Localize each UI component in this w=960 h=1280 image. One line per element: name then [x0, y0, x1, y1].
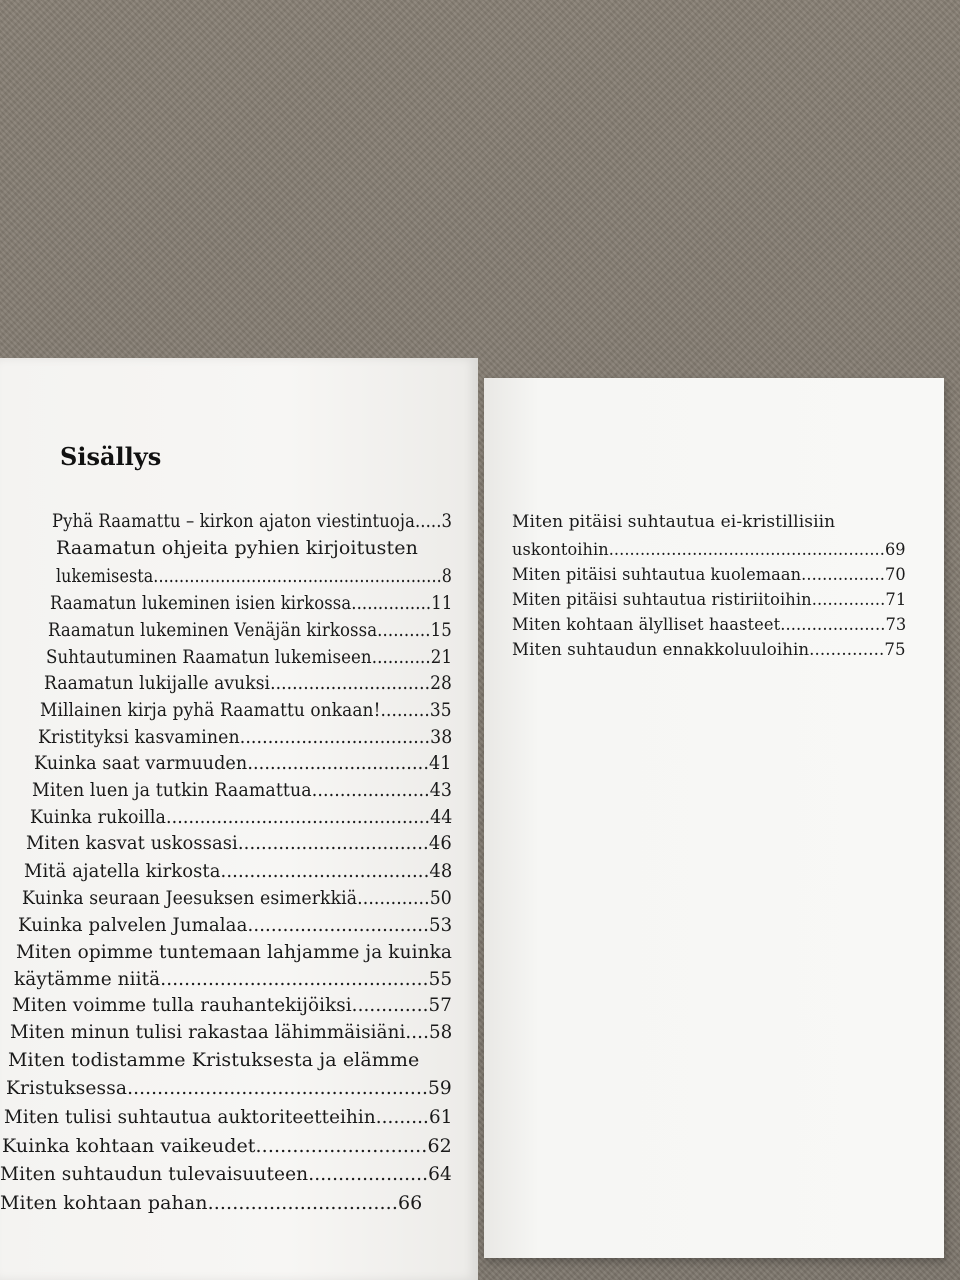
right-entry: Miten pitäisi suhtautua ristiriitoihin..............71 — [512, 590, 907, 610]
left-entry: Raamatun ohjeita pyhien kirjoitusten — [56, 537, 418, 559]
left-entry: Miten tulisi suhtautua auktoriteetteihin.........61 — [4, 1106, 453, 1128]
right-entry: Miten pitäisi suhtautua kuolemaan................70 — [512, 565, 906, 585]
left-entry: Pyhä Raamattu – kirkon ajaton viestintuoja.....3 — [52, 510, 453, 532]
left-entry: Millainen kirja pyhä Raamattu onkaan!.........35 — [40, 699, 452, 721]
left-entry: Miten todistamme Kristuksesta ja elämme — [8, 1049, 420, 1071]
left-entry: Kristuksessa..................................................59 — [6, 1077, 452, 1099]
left-entry: Kuinka kohtaan vaikeudet............................62 — [2, 1135, 452, 1157]
left-entry: Kuinka palvelen Jumalaa...............................53 — [18, 914, 453, 936]
left-entry: Miten kohtaan pahan...............................66 — [0, 1192, 423, 1214]
right-entry: Miten suhtaudun ennakkoluuloihin..............75 — [512, 640, 906, 660]
left-entry: Raamatun lukeminen isien kirkossa...............11 — [50, 592, 453, 614]
left-entry: Raamatun lukeminen Venäjän kirkossa..........15 — [48, 619, 452, 641]
left-entry: Miten minun tulisi rakastaa lähimmäisiäni....58 — [10, 1021, 453, 1043]
right-page — [484, 378, 944, 1258]
left-entry: Kuinka saat varmuuden................................41 — [34, 752, 452, 774]
left-entry: Miten opimme tuntemaan lahjamme ja kuinka — [16, 941, 453, 963]
left-entry: Suhtautuminen Raamatun lukemiseen...........21 — [46, 646, 453, 668]
left-entry: Kuinka seuraan Jeesuksen esimerkkiä.............50 — [22, 887, 452, 909]
left-entry: lukemisesta........................................................8 — [56, 565, 452, 587]
left-entry: Kristityksi kasvaminen..................................38 — [38, 726, 453, 748]
left-entry: Miten kasvat uskossasi.................................46 — [26, 832, 452, 854]
left-entry: käytämme niitä.............................................55 — [14, 968, 453, 990]
right-entry: Miten pitäisi suhtautua ei-kristillisiin — [512, 512, 836, 532]
left-entry: Miten suhtaudun tulevaisuuteen....................64 — [0, 1163, 452, 1185]
left-entry: Miten voimme tulla rauhantekijöiksi.............57 — [12, 994, 453, 1016]
left-entry: Raamatun lukijalle avuksi.............................28 — [44, 672, 453, 694]
toc-title: Sisällys — [60, 442, 162, 471]
left-entry: Kuinka rukoilla...............................................44 — [30, 806, 453, 828]
left-entry: Miten luen ja tutkin Raamattua.....................43 — [32, 779, 453, 801]
right-entry: uskontoihin.....................................................69 — [512, 540, 906, 560]
right-entry: Miten kohtaan älylliset haasteet....................73 — [512, 615, 907, 635]
left-entry: Mitä ajatella kirkosta....................................48 — [24, 860, 453, 882]
